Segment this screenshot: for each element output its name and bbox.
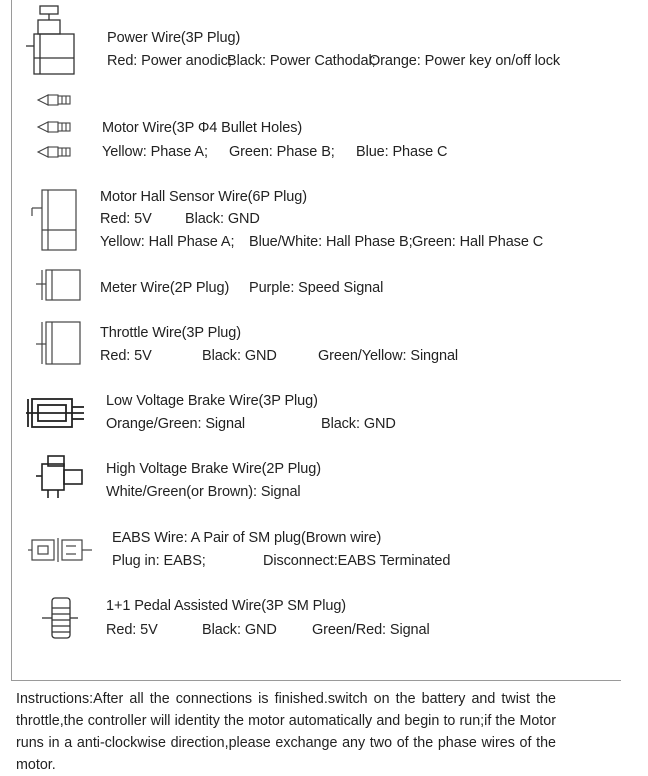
wire-color-entry: Black: GND bbox=[321, 416, 396, 432]
eabs-sm-plug-icon bbox=[28, 536, 94, 564]
throttle-plug-icon bbox=[34, 318, 84, 368]
left-border bbox=[11, 0, 12, 680]
throttle-wire-title: Throttle Wire(3P Plug) bbox=[100, 325, 241, 341]
bottom-border bbox=[11, 680, 621, 681]
wire-color-entry: Yellow: Phase A; bbox=[102, 144, 208, 160]
wire-color-entry: Blue: Phase C bbox=[356, 144, 448, 160]
wire-color-entry: Purple: Speed Signal bbox=[249, 280, 384, 296]
high-voltage-brake-plug-icon bbox=[34, 452, 88, 502]
wire-color-entry: Yellow: Hall Phase A; bbox=[100, 234, 235, 250]
motor-bullet-connectors-icon bbox=[36, 92, 76, 164]
motor-wire-title: Motor Wire(3P Φ4 Bullet Holes) bbox=[102, 120, 303, 136]
low-voltage-brake-wire-title: Low Voltage Brake Wire(3P Plug) bbox=[106, 393, 318, 409]
high-voltage-brake-wire-colors: White/Green(or Brown): Signal bbox=[106, 484, 301, 500]
hall-sensor-plug-icon bbox=[28, 186, 80, 256]
pedal-assist-plug-icon bbox=[38, 594, 82, 642]
wire-color-entry: Black: GND bbox=[185, 211, 260, 227]
meter-plug-icon bbox=[34, 266, 84, 306]
wire-color-entry: Red: 5V bbox=[106, 622, 158, 638]
wire-color-entry: Orange/Green: Signal bbox=[106, 416, 246, 432]
eabs-wire-title: EABS Wire: A Pair of SM plug(Brown wire) bbox=[112, 530, 382, 546]
hall-sensor-wire-title: Motor Hall Sensor Wire(6P Plug) bbox=[100, 189, 307, 205]
power-wire-title: Power Wire(3P Plug) bbox=[107, 30, 241, 46]
high-voltage-brake-wire-title: High Voltage Brake Wire(2P Plug) bbox=[106, 461, 321, 477]
wire-color-entry: Green/Red: Signal bbox=[312, 622, 430, 638]
wire-color-entry: Red: 5V bbox=[100, 348, 152, 364]
wire-color-entry: Blue/White: Hall Phase B; bbox=[249, 234, 413, 250]
wire-color-entry: Black: GND bbox=[202, 622, 277, 638]
wire-color-entry: Green: Phase B; bbox=[229, 144, 335, 160]
meter-wire-title: Meter Wire(2P Plug) bbox=[100, 280, 230, 296]
wire-color-entry: Green/Yellow: Singnal bbox=[318, 348, 459, 364]
wire-color-entry: Orange: Power key on/off lock bbox=[369, 53, 561, 69]
power-plug-icon bbox=[24, 4, 80, 82]
wire-color-entry: Red: 5V bbox=[100, 211, 152, 227]
wire-color-entry: Red: Power anodic; bbox=[107, 53, 232, 69]
instructions-paragraph: Instructions:After all the connections is finished.switch on the battery and twist the throttle,the controller will identity the motor automatically and begin to run;if the Motor runs in a anti-clockwise direction,please exchange any two of the phase wires of the motor. bbox=[16, 691, 556, 773]
wire-color-entry: Black: Power Cathodal; bbox=[227, 53, 376, 69]
wire-color-entry: Green: Hall Phase C bbox=[412, 234, 544, 250]
pedal-assist-wire-title: 1+1 Pedal Assisted Wire(3P SM Plug) bbox=[106, 598, 347, 614]
low-voltage-brake-plug-icon bbox=[24, 393, 88, 433]
wire-color-entry: Black: GND bbox=[202, 348, 277, 364]
wire-color-entry: Plug in: EABS; bbox=[112, 553, 206, 569]
wire-color-entry: Disconnect:EABS Terminated bbox=[263, 553, 451, 569]
